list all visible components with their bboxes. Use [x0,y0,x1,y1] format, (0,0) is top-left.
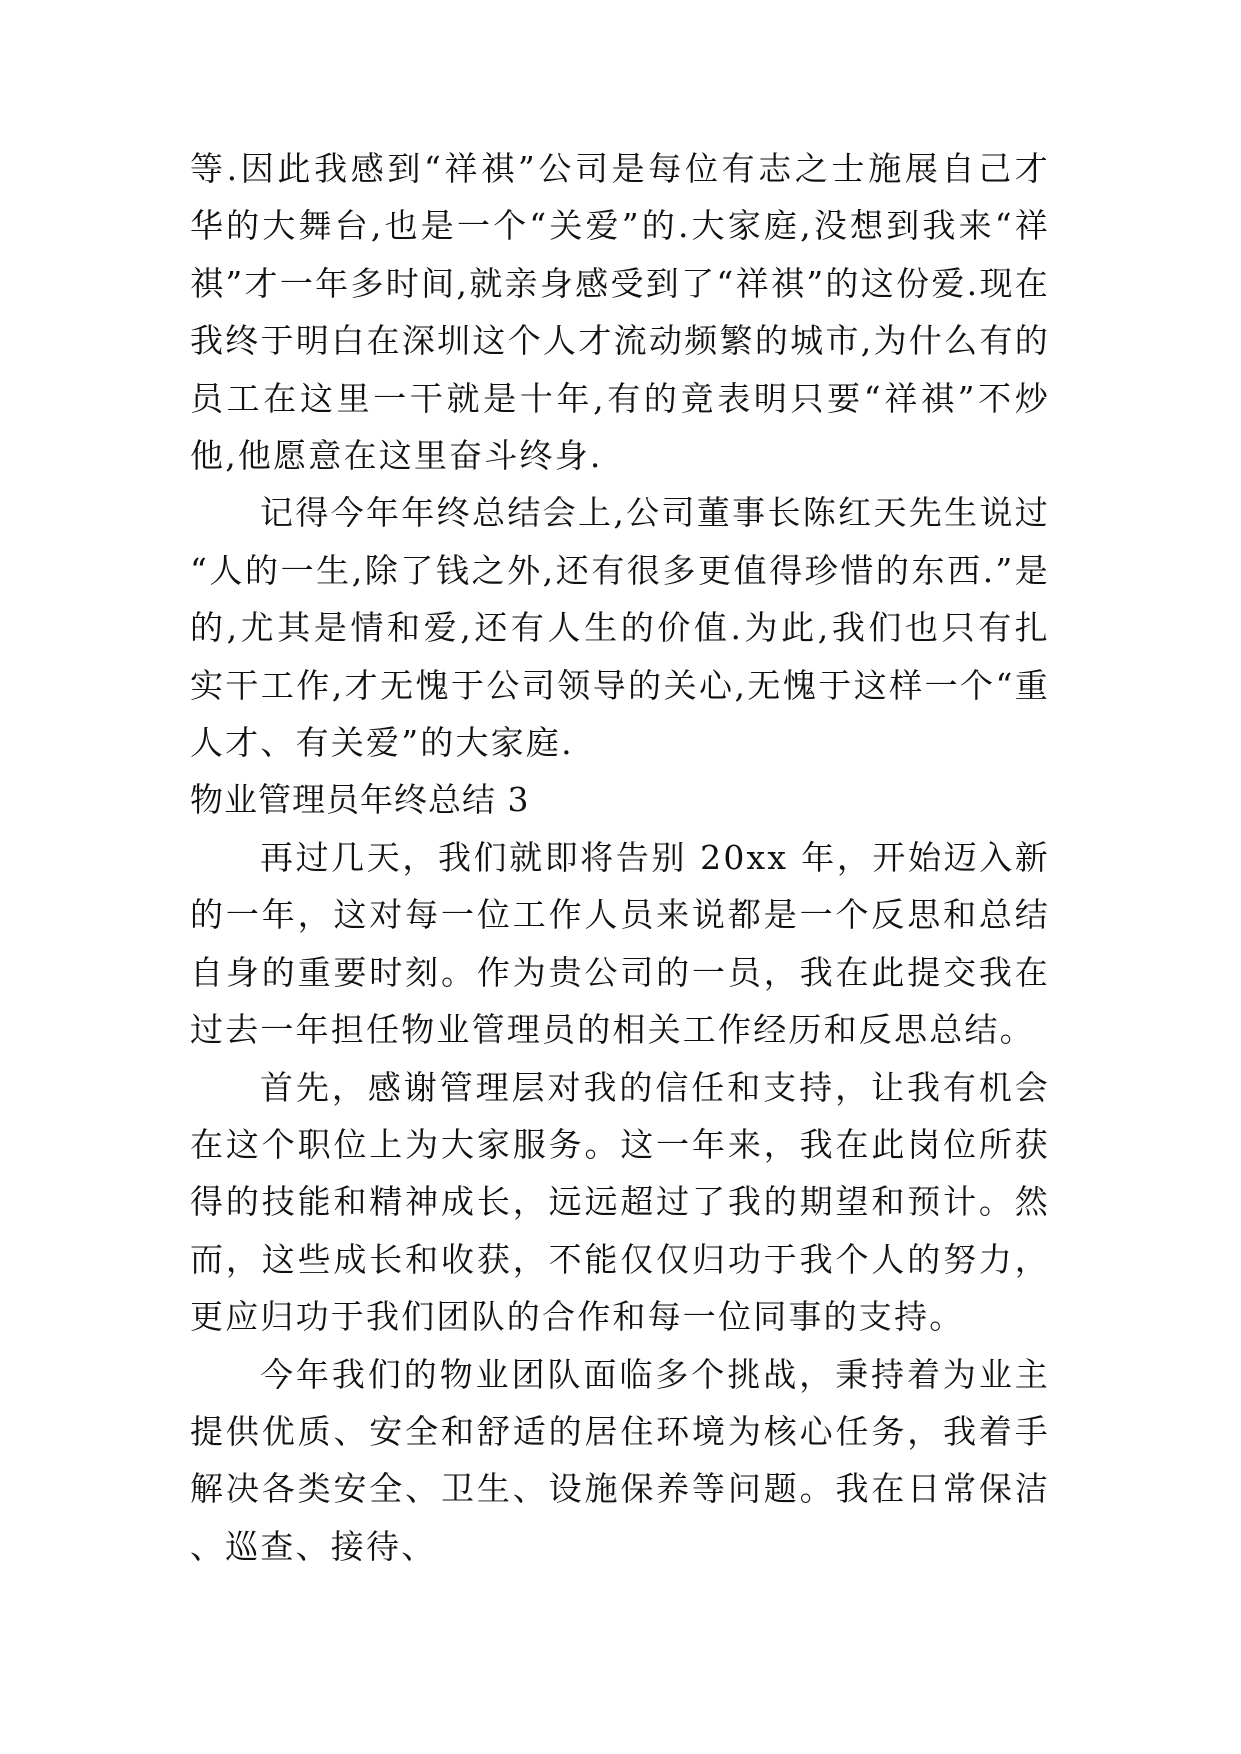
section-title: 物业管理员年终总结 3 [190,780,530,820]
document-body [190,140,1050,1575]
paragraph-thanks: 首先，感谢管理层对我的信任和支持，让我有机会在这个职位上为大家服务。这一年来，我在此岗位所获得的技能和精神成长，远远超过了我的期望和预计。然而，这些成长和收获，不能仅仅归功于我个人的努力，更应归功于我们团队的合作和每一位同事的支持。 [190,1067,1050,1337]
paragraph-continued: 等.因此我感到“祥祺”公司是每位有志之士施展自己才华的大舞台,也是一个“关爱”的.大家庭,没想到我来“祥祺”才一年多时间,就亲身感受到了“祥祺”的这份爱.现在我终于明白在深圳这个人才流动频繁的城市,为什么有的员工在这里一干就是十年,有的竟表明只要“祥祺”不炒他,他愿意在这里奋斗终身. [190,149,1050,476]
paragraph-chairman-quote: 记得今年年终总结会上,公司董事长陈红天先生说过“人的一生,除了钱之外,还有很多更值得珍惜的东西.”是的,尤其是情和爱,还有人生的价值.为此,我们也只有扎实干工作,才无愧于公司领导的关心,无愧于这样一个“重人才、有关爱”的大家庭. [190,493,1050,763]
paragraph-intro: 再过几天，我们就即将告别 20xx 年，开始迈入新的一年，这对每一位工作人员来说都是一个反思和总结自身的重要时刻。作为贵公司的一员，我在此提交我在过去一年担任物业管理员的相关工作经历和反思总结。 [190,837,1050,1050]
paragraph-challenges: 今年我们的物业团队面临多个挑战，秉持着为业主提供优质、安全和舒适的居住环境为核心任务，我着手解决各类安全、卫生、设施保养等问题。我在日常保洁、巡查、接待、 [190,1354,1050,1566]
